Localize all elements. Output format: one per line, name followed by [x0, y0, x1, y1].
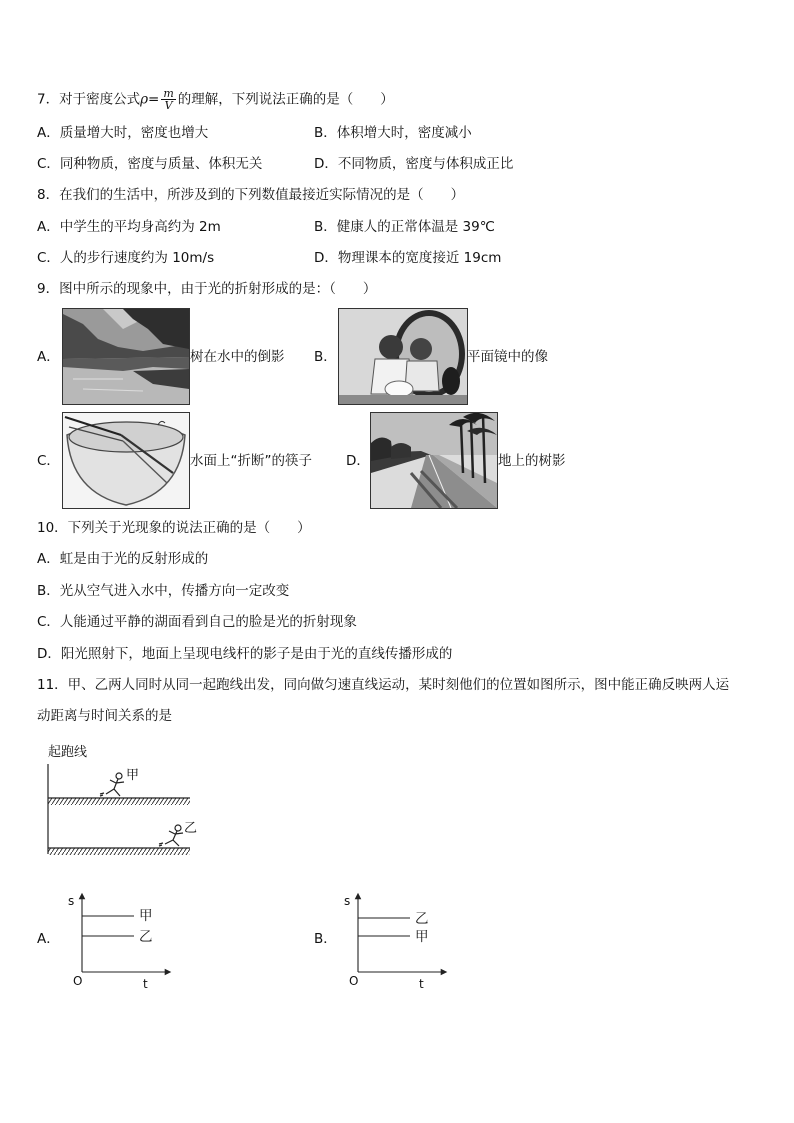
q10-stem: 10．下列关于光现象的说法正确的是（ ） [37, 520, 311, 536]
q9-option-d-caption: 地上的树影 [498, 453, 566, 469]
q8-option-d[interactable]: D．物理课本的宽度接近 19cm [314, 250, 502, 266]
mirror-image-photo[interactable] [338, 308, 468, 405]
graph-a-s-axis: s [68, 894, 75, 908]
graph-b-s-axis: s [344, 894, 351, 908]
runner-yi-label: 乙 [184, 821, 198, 836]
q7-option-a[interactable]: A．质量增大时，密度也增大 [37, 125, 209, 141]
q9-option-a-caption: 树在水中的倒影 [190, 349, 285, 365]
rho-symbol: ρ [140, 91, 149, 108]
q8-option-c[interactable]: C．人的步行速度约为 10m/s [37, 250, 215, 266]
q9-option-b-letter[interactable]: B． [314, 349, 337, 365]
fraction-numerator: m [163, 87, 174, 100]
broken-chopsticks-photo[interactable] [62, 412, 190, 509]
runner-jia-label: 甲 [126, 768, 140, 783]
q7-stem [37, 88, 394, 111]
lake-reflection-photo[interactable] [62, 308, 190, 405]
density-fraction [161, 88, 175, 111]
graph-a-origin: O [73, 974, 83, 988]
graph-b-t-axis: t [419, 977, 424, 991]
q8-stem: 8．在我们的生活中，所涉及到的下列数值最接近实际情况的是（ ） [37, 187, 465, 203]
q7-option-b[interactable]: B．体积增大时，密度减小 [314, 125, 472, 141]
graph-b-upper-label: 乙 [415, 911, 429, 927]
graph-b-lower-label: 甲 [415, 929, 429, 945]
graph-a-lower-label: 乙 [139, 929, 153, 945]
graph-a-t-axis: t [143, 977, 148, 991]
equals-sign: = [148, 91, 160, 108]
q8-option-a[interactable]: A．中学生的平均身高约为 2m [37, 219, 221, 235]
q9-option-c-caption: 水面上“折断”的筷子 [190, 453, 312, 469]
q8-option-b[interactable]: B．健康人的正常体温是 39℃ [314, 219, 495, 235]
q9-option-a-letter[interactable]: A． [37, 349, 60, 365]
q10-option-a[interactable]: A．虹是由于光的反射形成的 [37, 551, 209, 567]
graph-b-origin: O [349, 974, 359, 988]
q9-option-c-letter[interactable]: C． [37, 453, 60, 469]
runner-yi-icon [159, 825, 183, 846]
tree-shadow-photo[interactable] [370, 412, 498, 509]
q11-stem-line2: 动距离与时间关系的是 [37, 708, 172, 724]
q10-option-d[interactable]: D．阳光照射下，地面上呈现电线杆的影子是由于光的直线传播形成的 [37, 646, 453, 662]
fraction-denominator: V [164, 99, 173, 112]
start-line-label: 起跑线 [48, 745, 88, 760]
q11-option-a-letter[interactable]: A． [37, 931, 60, 947]
runner-jia-icon [100, 773, 124, 796]
q7-option-c[interactable]: C．同种物质，密度与质量、体积无关 [37, 156, 263, 172]
q7-option-d[interactable]: D．不同物质，密度与体积成正比 [314, 156, 514, 172]
q10-option-b[interactable]: B．光从空气进入水中，传播方向一定改变 [37, 583, 290, 599]
q9-option-b-caption: 平面镜中的像 [467, 349, 548, 365]
q11-stem-line1: 11．甲、乙两人同时从同一起跑线出发，同向做匀速直线运动，某时刻他们的位置如图所示，图中能正确反映两人运 [37, 677, 730, 693]
q10-option-c[interactable]: C．人能通过平静的湖面看到自己的脸是光的折射现象 [37, 614, 357, 630]
q9-stem: 9．图中所示的现象中，由于光的折射形成的是：（ ） [37, 281, 377, 297]
q9-option-d-letter[interactable]: D． [346, 453, 370, 469]
q7-stem-post: 的理解，下列说法正确的是（ ） [177, 91, 394, 108]
q7-stem-pre: 7．对于密度公式 [37, 91, 141, 108]
q11-option-b-letter[interactable]: B． [314, 931, 337, 947]
graph-a-upper-label: 甲 [139, 908, 153, 924]
